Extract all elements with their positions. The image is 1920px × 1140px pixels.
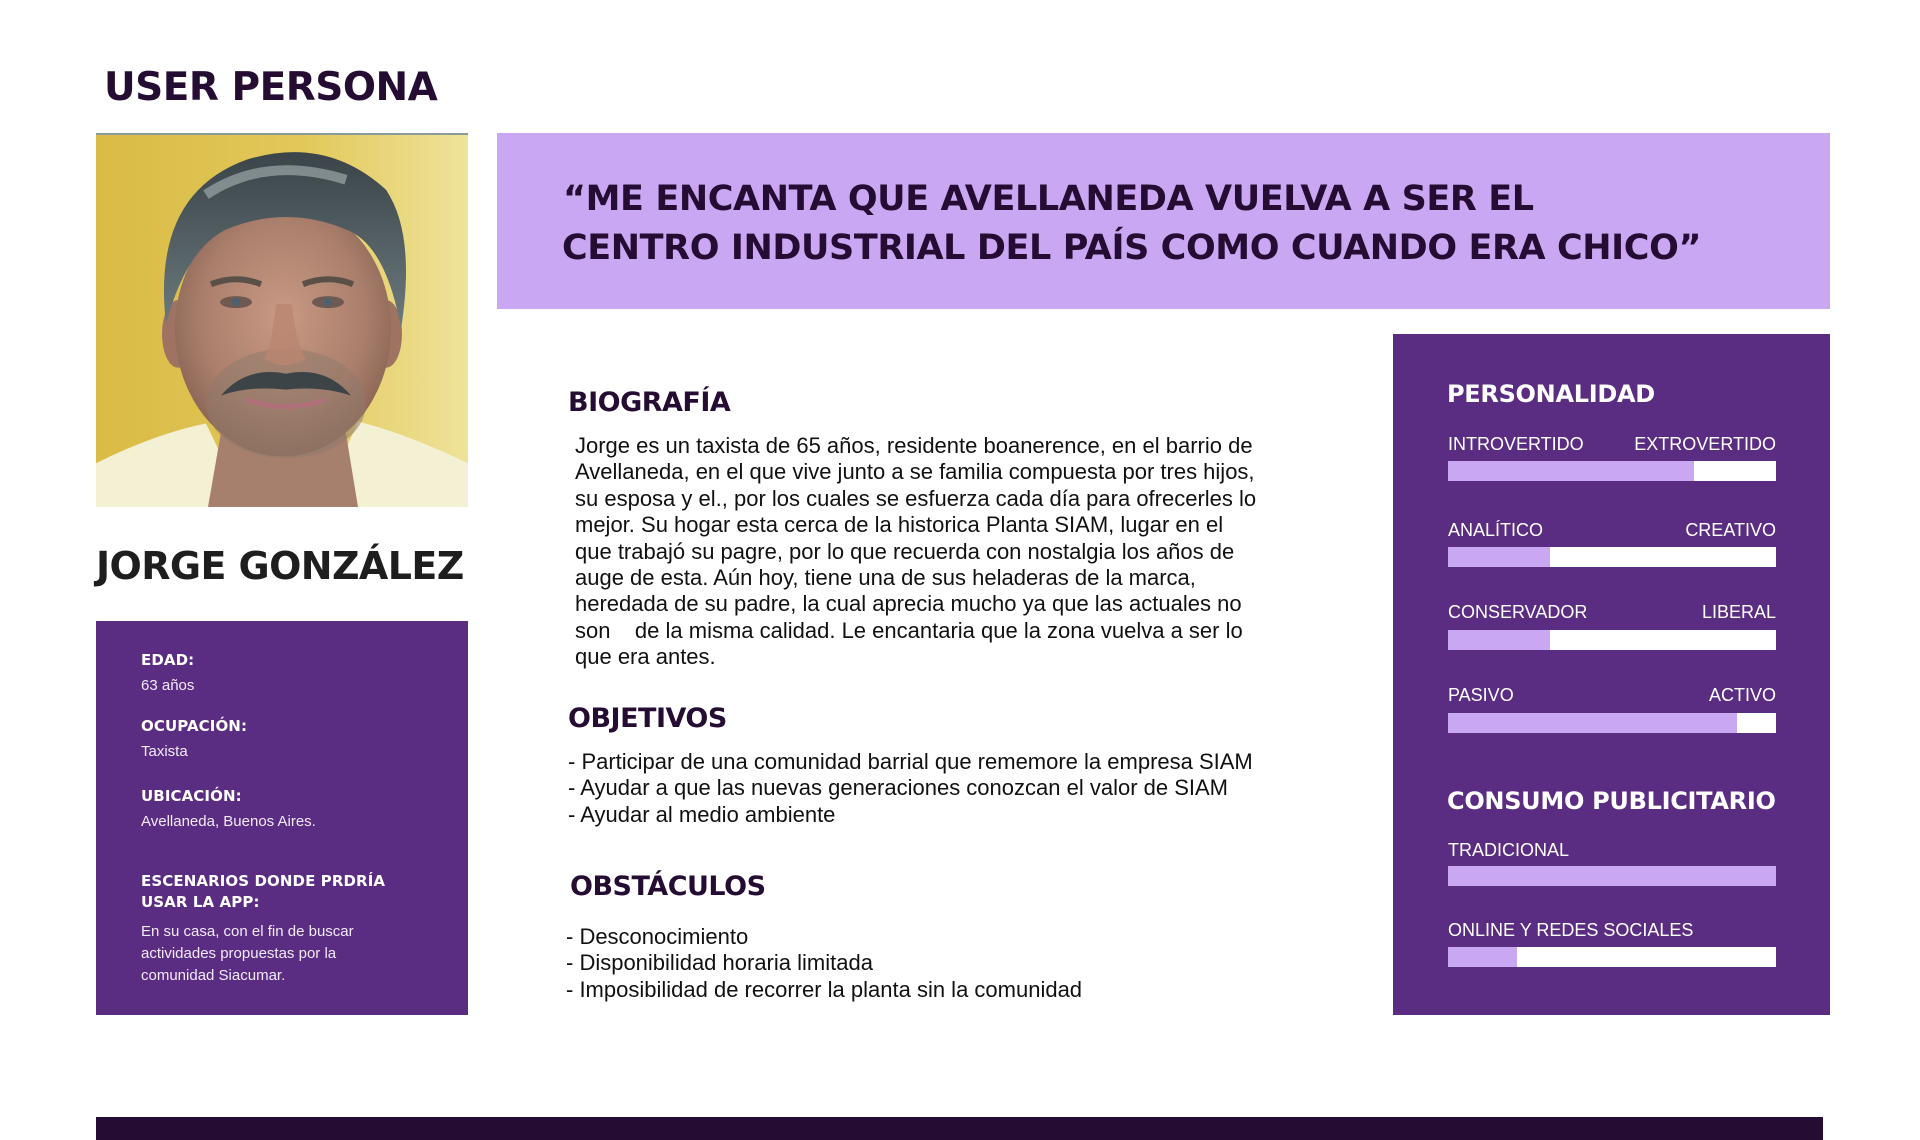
quote-line-1: “ME ENCANTA QUE AVELLANEDA VUELVA A SER EL [563, 179, 1534, 219]
channel-bar-traditional [1448, 866, 1776, 886]
quote-banner [497, 133, 1830, 309]
scenarios-value-line: actividades propuestas por la [141, 945, 337, 962]
channel-fill [1448, 866, 1776, 886]
advertising-title: CONSUMO PUBLICITARIO [1447, 787, 1776, 815]
scenarios-label-line: ESCENARIOS DONDE PRDRÍA [141, 872, 386, 890]
persona-info-card [96, 621, 468, 1015]
biography-line: heredada de su padre, la cual aprecia mucho ya que las actuales no [575, 591, 1242, 617]
trait-labels [1448, 684, 1776, 706]
objectives-list [568, 749, 1253, 828]
age-value: 63 años [141, 677, 195, 694]
persona-name: JORGE GONZÁLEZ [96, 544, 464, 588]
location-value: Avellaneda, Buenos Aires. [141, 813, 316, 830]
biography-text [575, 433, 1256, 671]
channel-bar-online [1448, 947, 1776, 967]
scenarios-value [141, 921, 354, 987]
quote-line-2: CENTRO INDUSTRIAL DEL PAÍS COMO CUANDO ERA CHICO” [562, 228, 1702, 268]
objective-item: - Ayudar a que las nuevas generaciones conozcan el valor de SIAM [568, 775, 1228, 801]
biography-line: Avellaneda, en el que vive junto a se familia compuesta por tres hijos, [575, 459, 1255, 485]
trait-labels [1448, 601, 1776, 623]
trait-bar-analytic-creative [1448, 547, 1776, 567]
trait-right-label: ACTIVO [1708, 685, 1776, 705]
scenarios-value-line: comunidad Siacumar. [141, 967, 286, 984]
trait-left-label: CONSERVADOR [1448, 602, 1588, 622]
channel-label-row [1448, 919, 1776, 941]
trait-fill [1448, 461, 1694, 481]
biography-line: mejor. Su hogar esta cerca de la historica Planta SIAM, lugar en el [575, 512, 1224, 538]
trait-right-label: EXTROVERTIDO [1634, 434, 1776, 454]
scenarios-label-line: USAR LA APP: [141, 893, 260, 911]
trait-fill [1448, 713, 1737, 733]
obstacles-title: OBSTÁCULOS [570, 871, 766, 902]
traits-panel [1393, 334, 1830, 1015]
persona-photo [96, 133, 468, 507]
occupation-value: Taxista [141, 743, 188, 760]
personality-title: PERSONALIDAD [1447, 380, 1655, 408]
biography-line: auge de esta. Aún hoy, tiene una de sus heladeras de la marca, [575, 565, 1196, 591]
footer-bar [96, 1117, 1823, 1140]
objective-item: - Ayudar al medio ambiente [568, 801, 836, 827]
trait-left-label: INTROVERTIDO [1448, 434, 1584, 454]
objective-item: - Participar de una comunidad barrial que rememore la empresa SIAM [568, 749, 1253, 774]
channel-fill [1448, 947, 1517, 967]
trait-fill [1448, 547, 1550, 567]
biography-line: Jorge es un taxista de 65 años, residente boanerence, en el barrio de [575, 433, 1253, 458]
trait-bar-passive-active [1448, 713, 1776, 733]
trait-right-label: LIBERAL [1701, 602, 1776, 622]
channel-label: TRADICIONAL [1448, 840, 1570, 860]
biography-title: BIOGRAFÍA [568, 387, 731, 418]
trait-fill [1448, 630, 1550, 650]
location-label: UBICACIÓN: [141, 787, 242, 805]
trait-labels [1448, 519, 1776, 541]
biography-line: su esposa y el., por los cuales se esfuerza cada día para ofrecerles lo [575, 485, 1257, 511]
biography-line: que trabajó su pagre, por lo que recuerda con nostalgia los años de [575, 538, 1235, 564]
trait-left-label: ANALÍTICO [1448, 520, 1544, 540]
objectives-title: OBJETIVOS [568, 703, 727, 734]
trait-bar-introvert-extrovert [1448, 461, 1776, 481]
trait-bar-conservative-liberal [1448, 630, 1776, 650]
obstacle-item: - Desconocimiento [566, 924, 749, 949]
age-label: EDAD: [141, 651, 195, 669]
portrait-image [96, 135, 468, 507]
trait-right-label: CREATIVO [1685, 520, 1776, 540]
scenarios-label [141, 871, 385, 913]
scenarios-value-line: En su casa, con el fin de buscar [141, 923, 354, 940]
occupation-label: OCUPACIÓN: [141, 717, 248, 735]
biography-line: que era antes. [575, 644, 716, 670]
obstacle-item: - Imposibilidad de recorrer la planta sin la comunidad [566, 976, 1083, 1002]
channel-label-row [1448, 839, 1776, 861]
page-title: USER PERSONA [104, 65, 438, 110]
trait-labels [1448, 433, 1776, 455]
obstacle-item: - Disponibilidad horaria limitada [566, 950, 873, 976]
channel-label: ONLINE Y REDES SOCIALES [1448, 920, 1694, 940]
biography-line: son de la misma calidad. Le encantaria que la zona vuelva a ser lo [575, 617, 1243, 643]
trait-left-label: PASIVO [1448, 685, 1514, 705]
obstacles-list [566, 924, 1082, 1003]
